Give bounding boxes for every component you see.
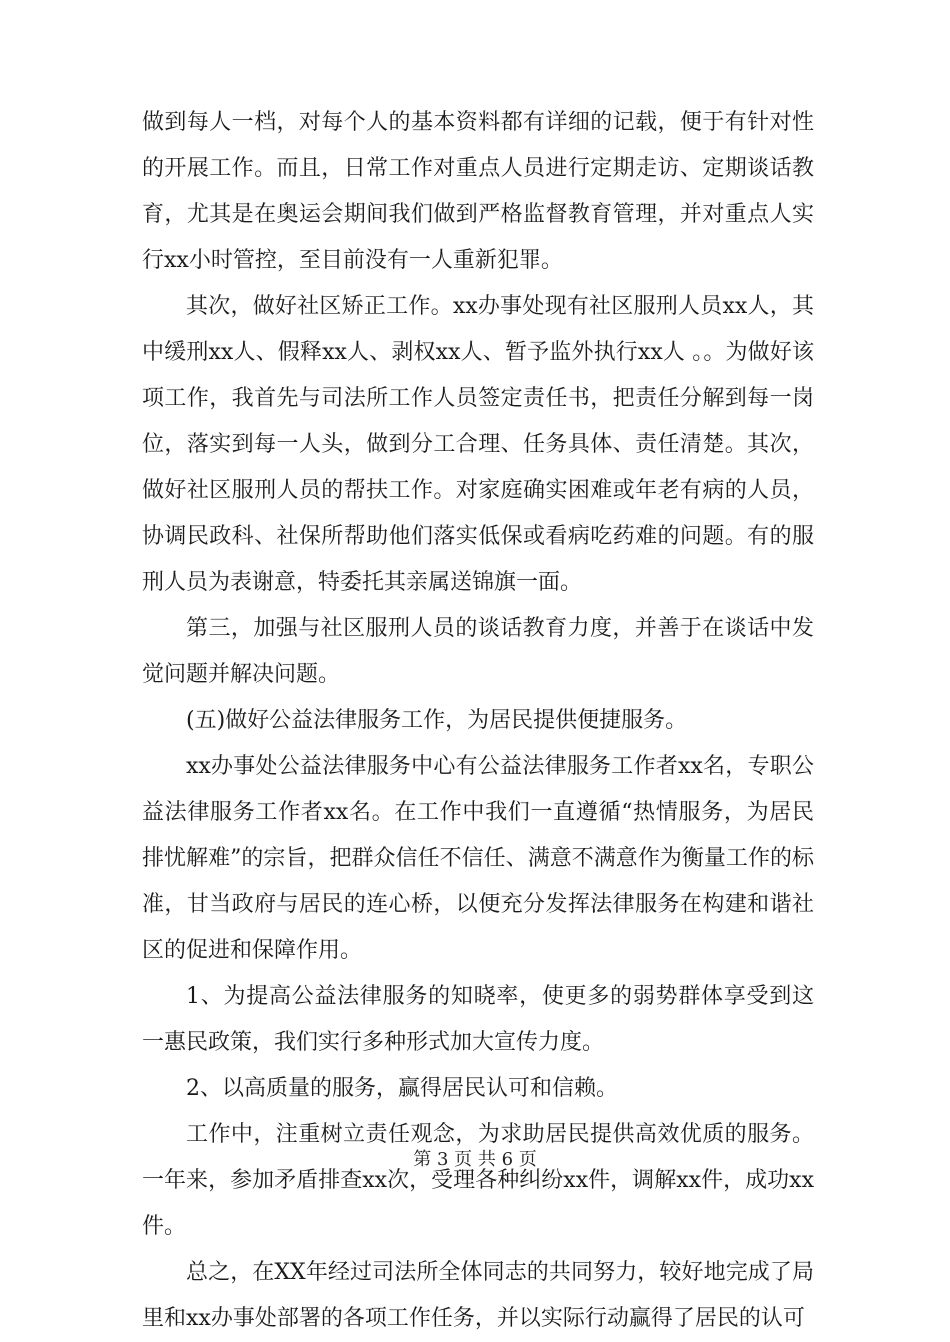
- paragraph-1: 做到每人一档，对每个人的基本资料都有详细的记载，便于有针对性的开展工作。而且，日常工作对重点人员进行定期走访、定期谈话教育，尤其是在奥运会期间我们做到严格监督教育管理，并对重点人实行xx小时管控，至目前没有一人重新犯罪。: [142, 110, 814, 273]
- section-heading-5: (五)做好公益法律服务工作，为居民提供便捷服务。: [186, 708, 688, 733]
- list-item-1: 1、为提高公益法律服务的知晓率，使更多的弱势群体享受到这一惠民政策，我们实行多种形式加大宣传力度。: [142, 984, 814, 1055]
- paragraph-2: 其次，做好社区矫正工作。xx办事处现有社区服刑人员xx人，其中缓刑xx人、假释xx人、剥权xx人、暂予监外执行xx人 。。为做好该项工作，我首先与司法所工作人员签定责任书，把责任分解到每一岗位，落实到每一人头，做到分工合理、任务具体、责任清楚。其次，做好社区服刑人员的帮扶工作。对家庭确实困难或年老有病的人员，协调民政科、社保所帮助他们落实低保或看病吃药难的问题。有的服刑人员为表谢意，特委托其亲属送锦旗一面。: [142, 294, 814, 595]
- paragraph-5: xx办事处公益法律服务中心有公益法律服务工作者xx名，专职公益法律服务工作者xx名。在工作中我们一直遵循“热情服务，为居民排忧解难”的宗旨，把群众信任不信任、满意不满意作为衡量工作的标准，甘当政府与居民的连心桥，以便充分发挥法律服务在构建和谐社区的促进和保障作用。: [142, 754, 814, 963]
- paragraph-8: 工作中，注重树立责任观念，为求助居民提供高效优质的服务。一年来，参加矛盾排查xx次，受理各种纠纷xx件，调解xx件，成功xx件。: [142, 1122, 814, 1239]
- paragraph-3: 第三，加强与社区服刑人员的谈话教育力度，并善于在谈话中发觉问题并解决问题。: [142, 616, 814, 687]
- page-number-footer: 第 3 页 共 6 页: [413, 1149, 537, 1170]
- list-item-2: 2、以高质量的服务，赢得居民认可和信赖。: [186, 1076, 618, 1101]
- paragraph-9: 总之，在XX年经过司法所全体同志的共同努力，较好地完成了局里和xx办事处部署的各项工作任务，并以实际行动赢得了居民的认可: [142, 1260, 814, 1331]
